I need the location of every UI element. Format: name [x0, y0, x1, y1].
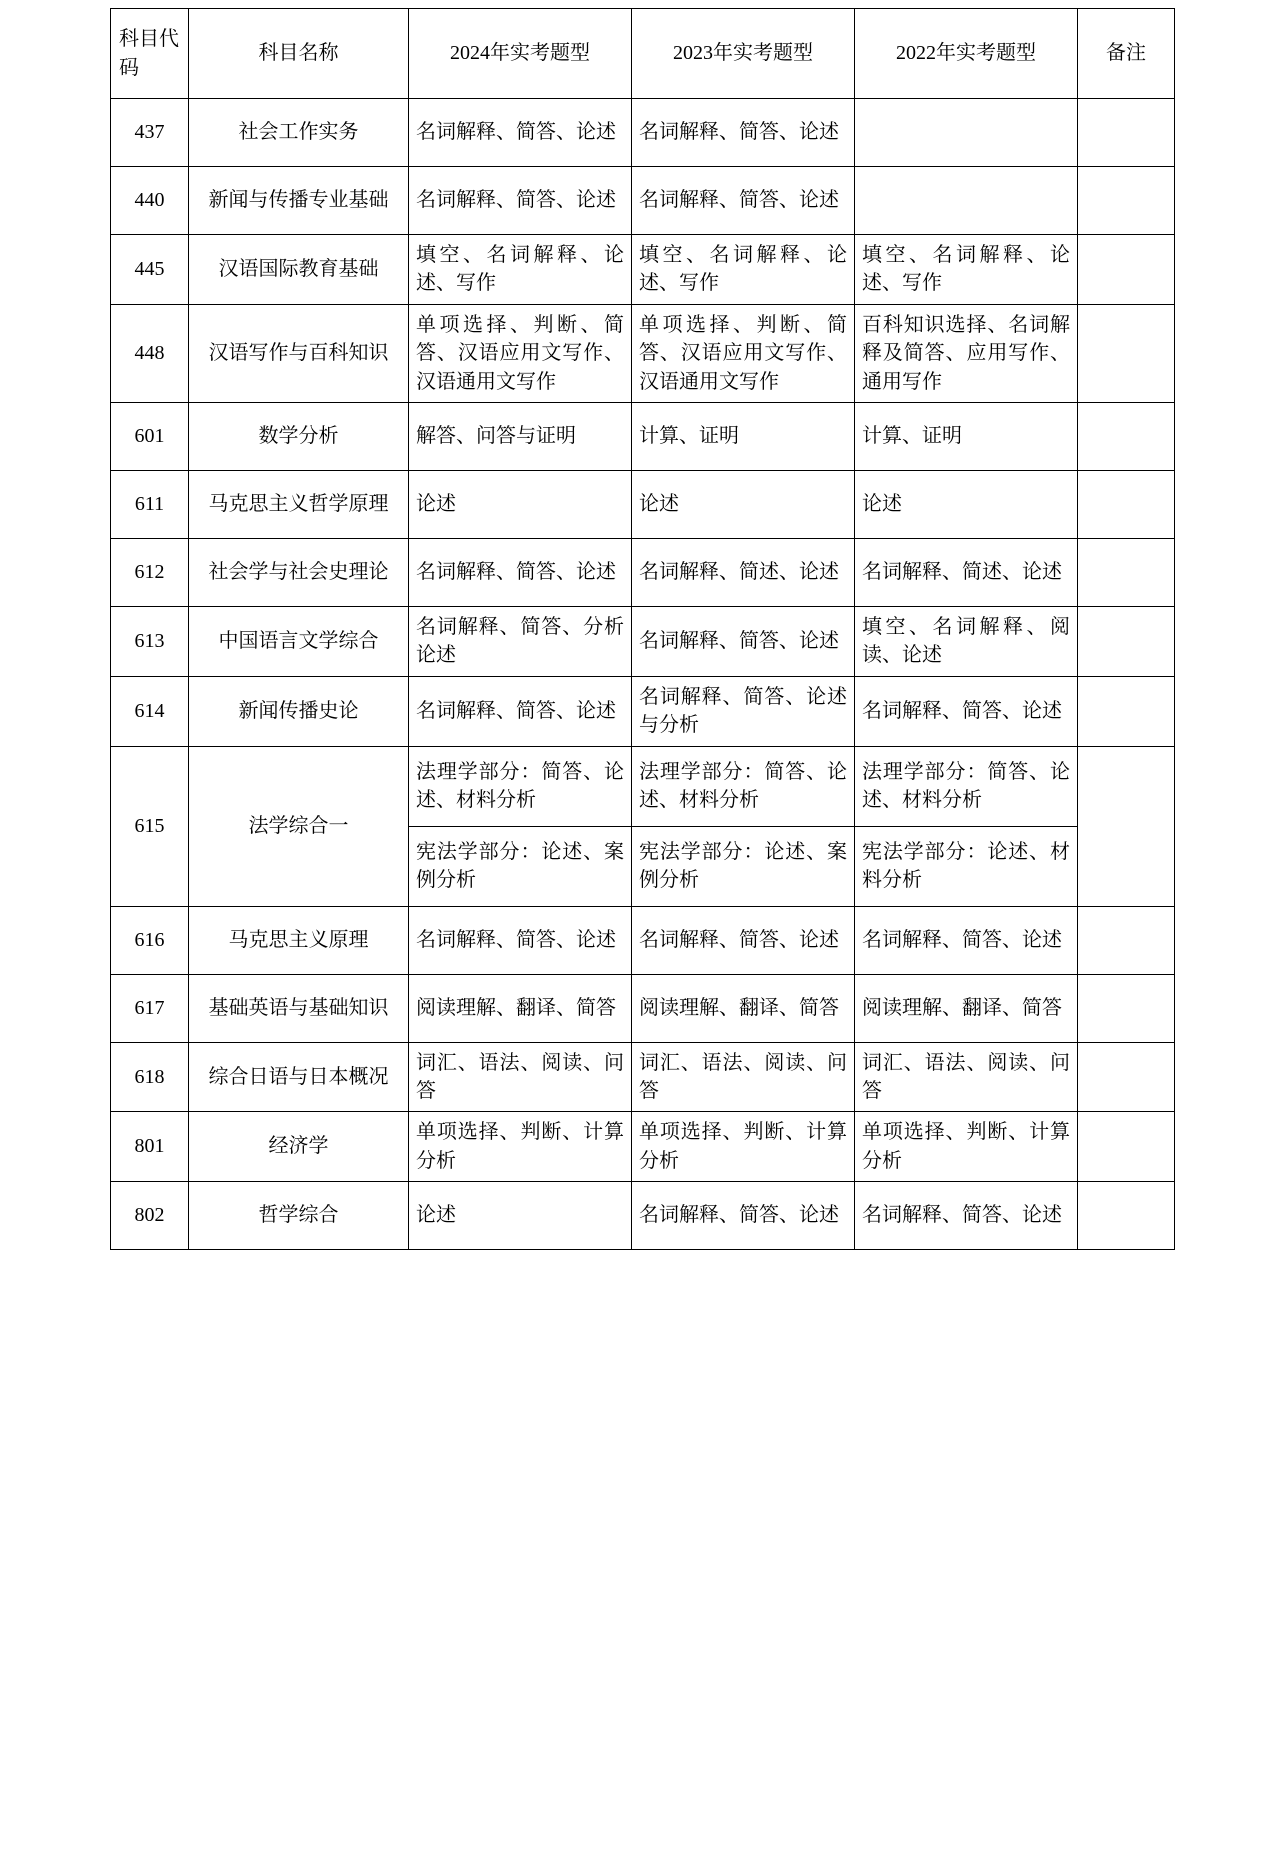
cell-note: [1078, 1042, 1175, 1112]
table-row: [111, 974, 1175, 1042]
cell-note: [1078, 1182, 1175, 1250]
cell-name: 新闻与传播专业基础: [189, 167, 409, 235]
cell-note: [1078, 906, 1175, 974]
cell-name: 马克思主义原理: [189, 906, 409, 974]
table-header: [111, 9, 1175, 99]
table-row: [111, 1182, 1175, 1250]
column-header-2024: 2024年实考题型: [409, 9, 632, 99]
cell-2024: 论述: [409, 1182, 632, 1250]
cell-note: [1078, 606, 1175, 676]
cell-2024: 名词解释、简答、论述: [409, 167, 632, 235]
cell-2022: 词汇、语法、阅读、问答: [855, 1042, 1078, 1112]
cell-2022: [855, 99, 1078, 167]
table-row: [111, 235, 1175, 305]
cell-2024: 阅读理解、翻译、简答: [409, 974, 632, 1042]
cell-2023: 名词解释、简答、论述与分析: [632, 676, 855, 746]
table-row: [111, 470, 1175, 538]
cell-2023: 法理学部分：简答、论述、材料分析: [632, 746, 855, 826]
cell-2024: 词汇、语法、阅读、问答: [409, 1042, 632, 1112]
cell-2023: 词汇、语法、阅读、问答: [632, 1042, 855, 1112]
cell-2023: 填空、名词解释、论述、写作: [632, 235, 855, 305]
cell-2023: 单项选择、判断、简答、汉语应用文写作、汉语通用文写作: [632, 304, 855, 402]
cell-2023: 名词解释、简述、论述: [632, 538, 855, 606]
cell-code: 601: [111, 402, 189, 470]
cell-note: [1078, 974, 1175, 1042]
cell-code: 445: [111, 235, 189, 305]
cell-2023: 阅读理解、翻译、简答: [632, 974, 855, 1042]
column-header-note: 备注: [1078, 9, 1175, 99]
cell-2023: 宪法学部分：论述、案例分析: [632, 826, 855, 906]
table-row: [111, 99, 1175, 167]
table-body: [111, 99, 1175, 1250]
cell-code: 802: [111, 1182, 189, 1250]
cell-2024: 论述: [409, 470, 632, 538]
cell-code: 612: [111, 538, 189, 606]
table-row: [111, 402, 1175, 470]
cell-2022: [855, 167, 1078, 235]
cell-name: 新闻传播史论: [189, 676, 409, 746]
cell-name: 汉语国际教育基础: [189, 235, 409, 305]
column-header-2023: 2023年实考题型: [632, 9, 855, 99]
table-row: [111, 538, 1175, 606]
cell-2023: 论述: [632, 470, 855, 538]
cell-2022: 阅读理解、翻译、简答: [855, 974, 1078, 1042]
cell-note: [1078, 167, 1175, 235]
cell-2022: 名词解释、简答、论述: [855, 906, 1078, 974]
table-row: [111, 167, 1175, 235]
table-row: [111, 1112, 1175, 1182]
cell-code: 448: [111, 304, 189, 402]
cell-2024: 名词解释、简答、论述: [409, 538, 632, 606]
cell-code: 611: [111, 470, 189, 538]
cell-name: 基础英语与基础知识: [189, 974, 409, 1042]
cell-name: 中国语言文学综合: [189, 606, 409, 676]
cell-code: 617: [111, 974, 189, 1042]
cell-2023: 单项选择、判断、计算分析: [632, 1112, 855, 1182]
cell-2022: 单项选择、判断、计算分析: [855, 1112, 1078, 1182]
cell-2024: 名词解释、简答、分析论述: [409, 606, 632, 676]
cell-2022: 论述: [855, 470, 1078, 538]
cell-name: 综合日语与日本概况: [189, 1042, 409, 1112]
cell-2023: 计算、证明: [632, 402, 855, 470]
cell-2024: 解答、问答与证明: [409, 402, 632, 470]
cell-2022: 填空、名词解释、阅读、论述: [855, 606, 1078, 676]
table-row-split-part1: [111, 746, 1175, 826]
cell-2024: 法理学部分：简答、论述、材料分析: [409, 746, 632, 826]
cell-2022: 计算、证明: [855, 402, 1078, 470]
cell-note: [1078, 99, 1175, 167]
cell-2024: 名词解释、简答、论述: [409, 906, 632, 974]
cell-name: 经济学: [189, 1112, 409, 1182]
cell-note: [1078, 676, 1175, 746]
cell-2022: 名词解释、简述、论述: [855, 538, 1078, 606]
cell-name: 马克思主义哲学原理: [189, 470, 409, 538]
cell-2024: 名词解释、简答、论述: [409, 99, 632, 167]
table-row: [111, 606, 1175, 676]
cell-name: 社会学与社会史理论: [189, 538, 409, 606]
cell-2023: 名词解释、简答、论述: [632, 606, 855, 676]
cell-name: 哲学综合: [189, 1182, 409, 1250]
cell-2023: 名词解释、简答、论述: [632, 1182, 855, 1250]
cell-2023: 名词解释、简答、论述: [632, 906, 855, 974]
cell-code: 615: [111, 746, 189, 906]
cell-2022: 名词解释、简答、论述: [855, 1182, 1078, 1250]
cell-2022: 宪法学部分：论述、材料分析: [855, 826, 1078, 906]
cell-note: [1078, 538, 1175, 606]
table-row: [111, 676, 1175, 746]
cell-2024: 单项选择、判断、计算分析: [409, 1112, 632, 1182]
table-header-row: [111, 9, 1175, 99]
cell-2024: 名词解释、简答、论述: [409, 676, 632, 746]
cell-code: 614: [111, 676, 189, 746]
cell-name: 数学分析: [189, 402, 409, 470]
cell-code: 618: [111, 1042, 189, 1112]
cell-note: [1078, 304, 1175, 402]
cell-2024: 填空、名词解释、论述、写作: [409, 235, 632, 305]
cell-code: 440: [111, 167, 189, 235]
column-header-code: 科目代码: [111, 9, 189, 99]
cell-name: 社会工作实务: [189, 99, 409, 167]
exam-subject-table: [110, 8, 1175, 1250]
cell-2022: 法理学部分：简答、论述、材料分析: [855, 746, 1078, 826]
cell-note: [1078, 470, 1175, 538]
cell-2023: 名词解释、简答、论述: [632, 167, 855, 235]
cell-code: 801: [111, 1112, 189, 1182]
cell-2022: 填空、名词解释、论述、写作: [855, 235, 1078, 305]
column-header-2022: 2022年实考题型: [855, 9, 1078, 99]
cell-2022: 百科知识选择、名词解释及简答、应用写作、通用写作: [855, 304, 1078, 402]
cell-note: [1078, 1112, 1175, 1182]
cell-code: 437: [111, 99, 189, 167]
cell-note: [1078, 235, 1175, 305]
cell-2022: 名词解释、简答、论述: [855, 676, 1078, 746]
table-row: [111, 304, 1175, 402]
cell-2024: 单项选择、判断、简答、汉语应用文写作、汉语通用文写作: [409, 304, 632, 402]
cell-note: [1078, 746, 1175, 906]
column-header-name: 科目名称: [189, 9, 409, 99]
table-row: [111, 906, 1175, 974]
cell-2024: 宪法学部分：论述、案例分析: [409, 826, 632, 906]
cell-code: 616: [111, 906, 189, 974]
cell-code: 613: [111, 606, 189, 676]
cell-name: 法学综合一: [189, 746, 409, 906]
table-row: [111, 1042, 1175, 1112]
cell-2023: 名词解释、简答、论述: [632, 99, 855, 167]
cell-name: 汉语写作与百科知识: [189, 304, 409, 402]
cell-note: [1078, 402, 1175, 470]
